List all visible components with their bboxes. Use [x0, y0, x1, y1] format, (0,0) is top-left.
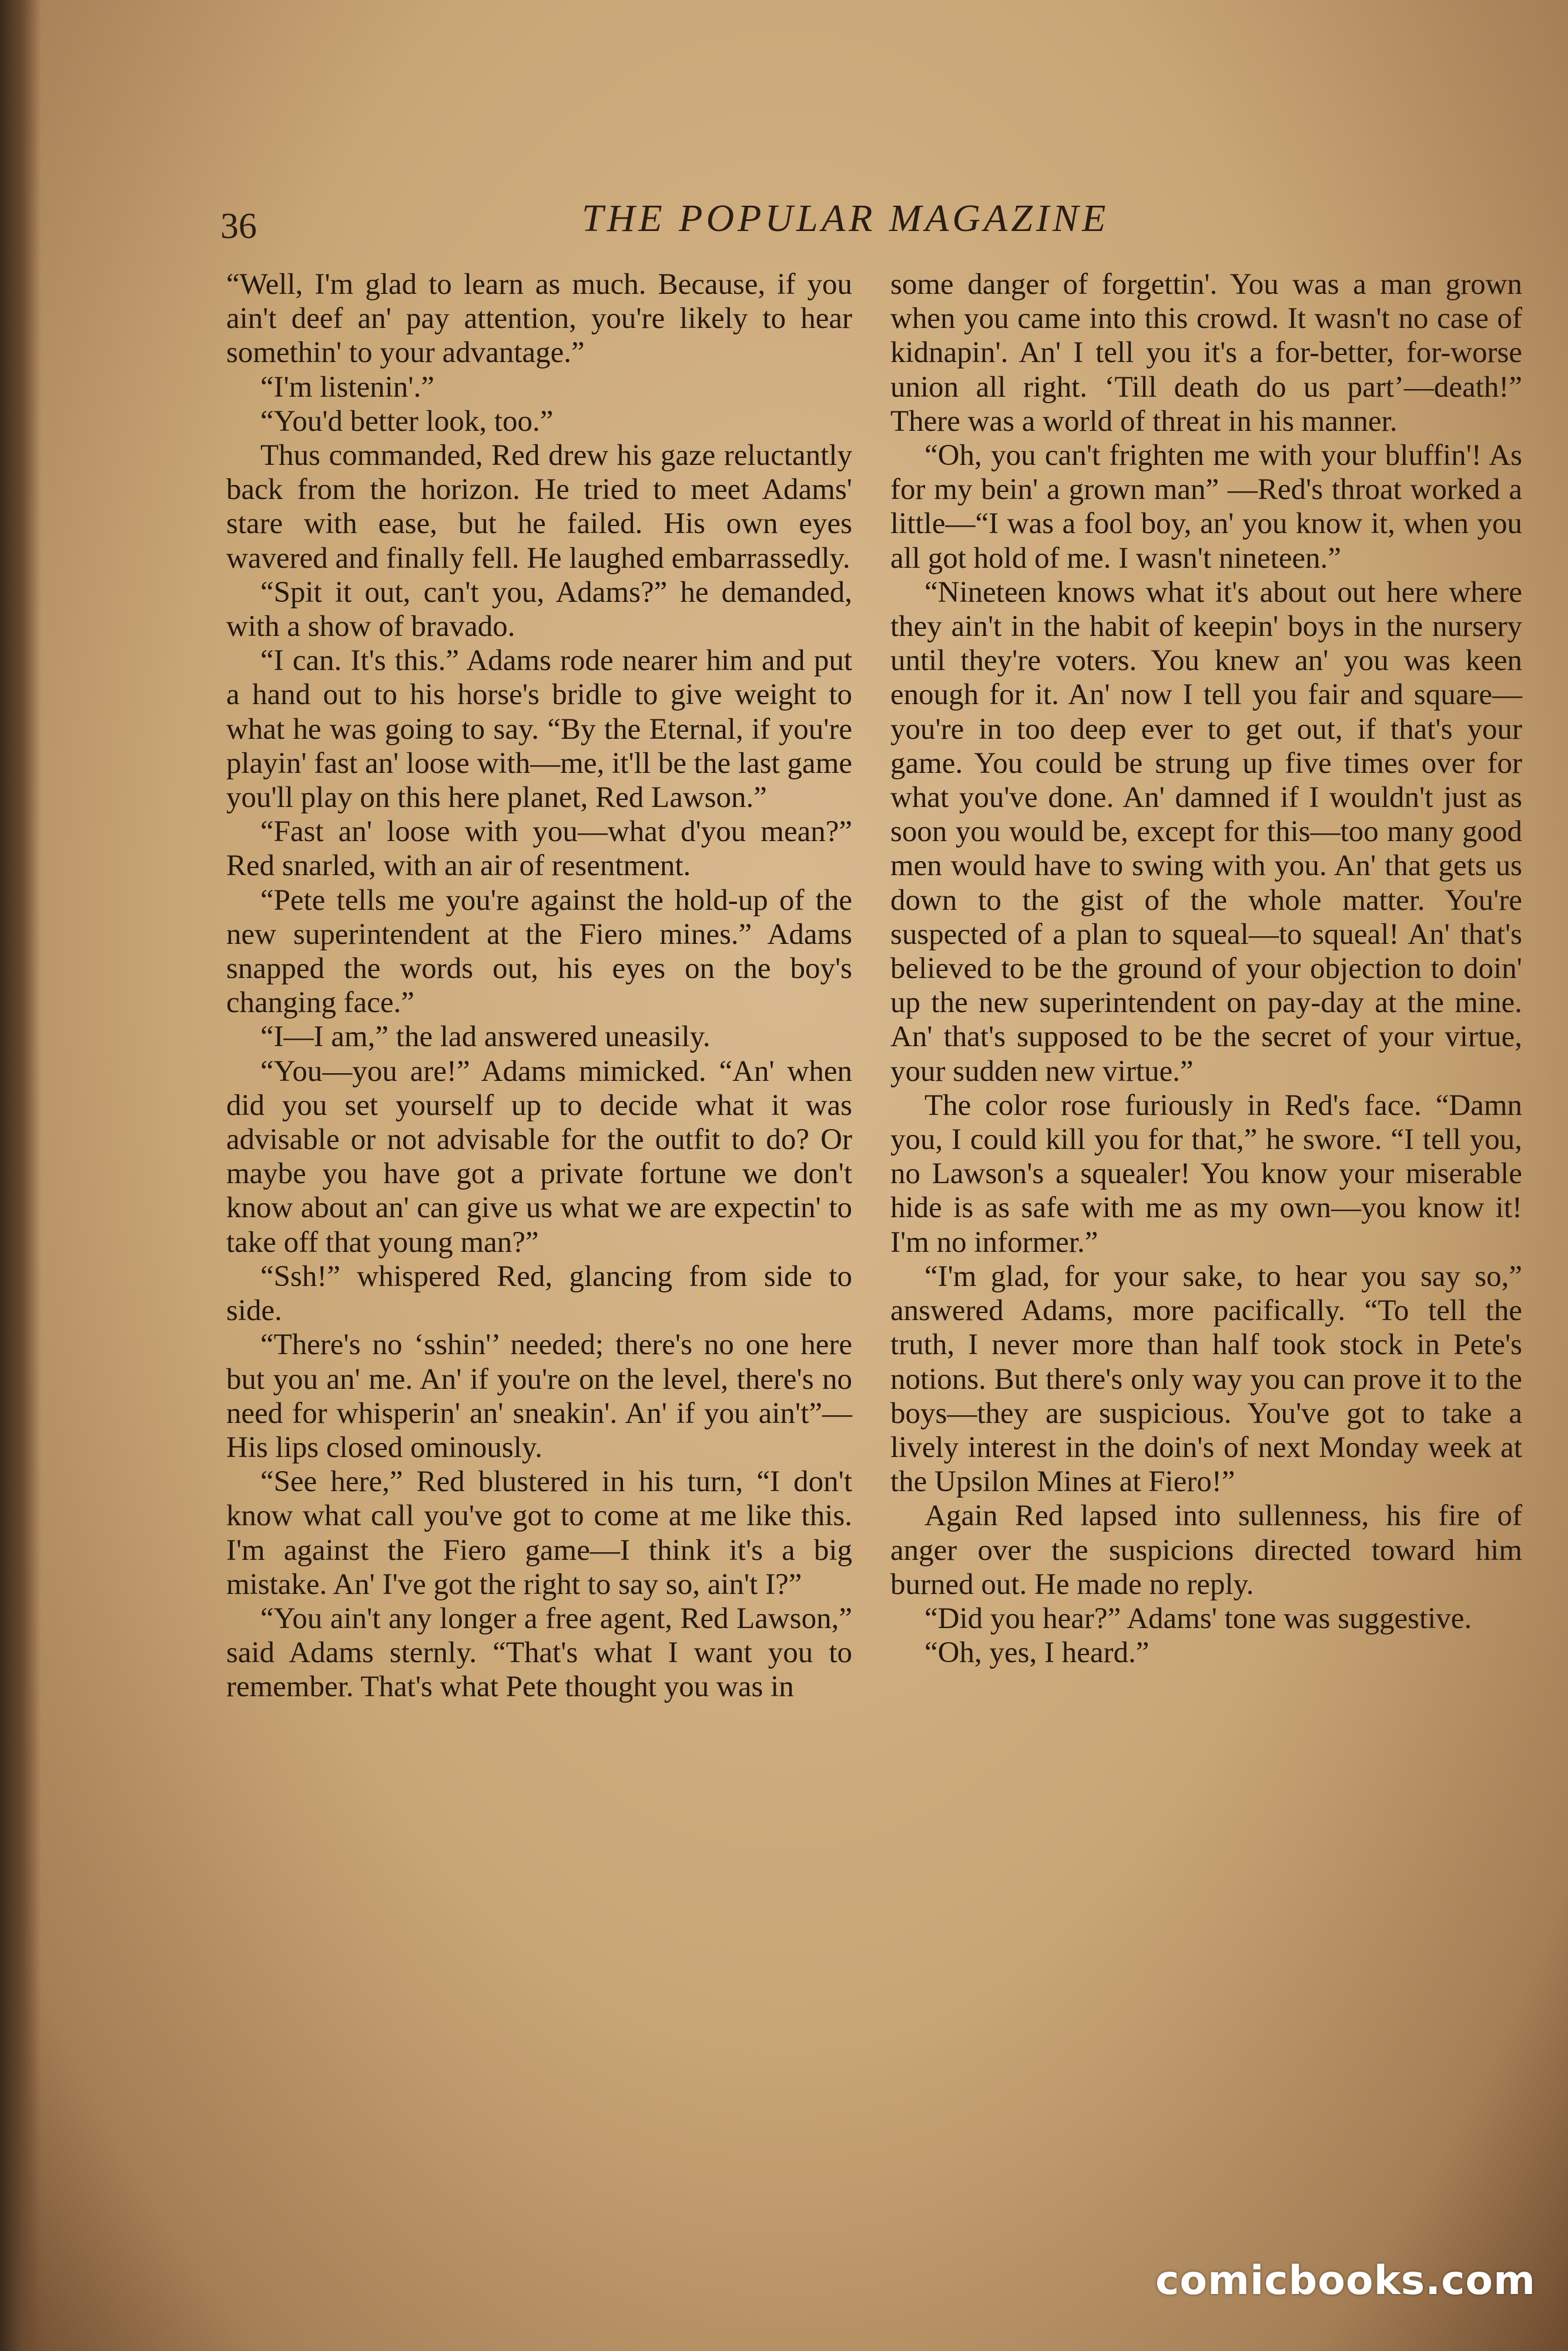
paragraph: “You ain't any longer a free agent, Red Lawson,” said Adams sternly. “That's what I want you to remember. That's what Pete thought you was in [226, 1602, 852, 1704]
paragraph: “I—I am,” the lad answered uneasily. [260, 1020, 711, 1054]
paragraph: “You—you are!” Adams mimicked. “An' when did you set yourself up to decide what it was advisable or not advisable for the outfit to do? Or maybe you have got a private fortune we don't know about an' can give us what we are expectin' to take off that young man?” [226, 1054, 852, 1259]
paragraph: “I'm glad, for your sake, to hear you say so,” answered Adams, more pacifically. “To tell the truth, I never more than half took stock in Pete's notions. But there's only way you can prove it to the boys—they are suspicious. You've got to take a lively interest in the doin's of next Monday week at the Upsilon Mines at Fiero!” [890, 1260, 1522, 1499]
paragraph: “Oh, yes, I heard.” [924, 1636, 1150, 1670]
paragraph: “Well, I'm glad to learn as much. Because, if you ain't deef an' pay attention, you're likely to hear somethin' to your advantage.” [226, 268, 852, 370]
paragraph: “Nineteen knows what it's about out here where they ain't in the habit of keepin' boys in the nursery until they're voters. You knew an' you was keen enough for it. An' now I tell you fair and square—you're in too deep ever to get out, if that's your game. You could be strung up five times over for what you've done. An' damned if I wouldn't just as soon you would be, except for this—too many good men would have to swing with you. An' that gets us down to the gist of the whole matter. You're suspected of a plan to squeal—to squeal! An' that's believed to be the ground of your objection to doin' up the new superintendent on pay-day at the mine. An' that's supposed to be the secret of your virtue, your sudden new virtue.” [890, 575, 1522, 1088]
paragraph: some danger of forgettin'. You was a man grown when you came into this crowd. It wasn't no case of kidnapin'. An' I tell you it's a for-better, for-worse union all right. ‘Till death do us part’—death!” There was a world of threat in his manner. [890, 268, 1522, 438]
paragraph: “You'd better look, too.” [260, 404, 554, 438]
page-number: 36 [220, 206, 257, 246]
paragraph: “I'm listenin'.” [260, 370, 434, 404]
page-header [0, 188, 1568, 259]
right-column [890, 267, 1522, 1670]
paragraph: “Did you hear?” Adams' tone was suggestive. [924, 1602, 1472, 1635]
page-spine-shadow [0, 0, 41, 2351]
source-watermark: comicbooks.com [1155, 2258, 1536, 2304]
left-column [226, 267, 852, 1704]
paragraph: Again Red lapsed into sullenness, his fire of anger over the suspicions directed toward him burned out. He made no reply. [890, 1499, 1522, 1601]
paragraph: “Ssh!” whispered Red, glancing from side to side. [226, 1260, 852, 1328]
paragraph: “Spit it out, can't you, Adams?” he demanded, with a show of bravado. [226, 575, 852, 644]
paragraph: “There's no ‘sshin'’ needed; there's no one here but you an' me. An' if you're on the level, there's no need for whisperin' an' sneakin'. An' if you ain't”—His lips closed ominously. [226, 1328, 852, 1464]
paragraph: “Pete tells me you're against the hold-up of the new superintendent at the Fiero mines.” Adams snapped the words out, his eyes on the boy's changing face.” [226, 883, 852, 1020]
magazine-title: THE POPULAR MAGAZINE [582, 197, 1110, 240]
paragraph: “I can. It's this.” Adams rode nearer him and put a hand out to his horse's bridle to give weight to what he was going to say. “By the Eternal, if you're playin' fast an' loose with—me, it'll be the last game you'll play on this here planet, Red Lawson.” [226, 644, 852, 815]
paragraph: The color rose furiously in Red's face. “Damn you, I could kill you for that,” he swore. “I tell you, no Lawson's a squealer! You know your miserable hide is as safe with me as my own—you know it! I'm no informer.” [890, 1089, 1522, 1259]
paragraph: “Fast an' loose with you—what d'you mean?” Red snarled, with an air of resentment. [226, 815, 852, 883]
paragraph: “See here,” Red blustered in his turn, “I don't know what call you've got to come at me like this. I'm against the Fiero game—I think it's a big mistake. An' I've got the right to say so, ain't I?” [226, 1465, 852, 1601]
paragraph: “Oh, you can't frighten me with your bluffin'! As for my bein' a grown man” —Red's throat worked a little—“I was a fool boy, an' you know it, when you all got hold of me. I wasn't nineteen.” [890, 439, 1522, 575]
paragraph: Thus commanded, Red drew his gaze reluctantly back from the horizon. He tried to meet Adams' stare with ease, but he failed. His own eyes wavered and finally fell. He laughed embarrassedly. [226, 439, 852, 575]
